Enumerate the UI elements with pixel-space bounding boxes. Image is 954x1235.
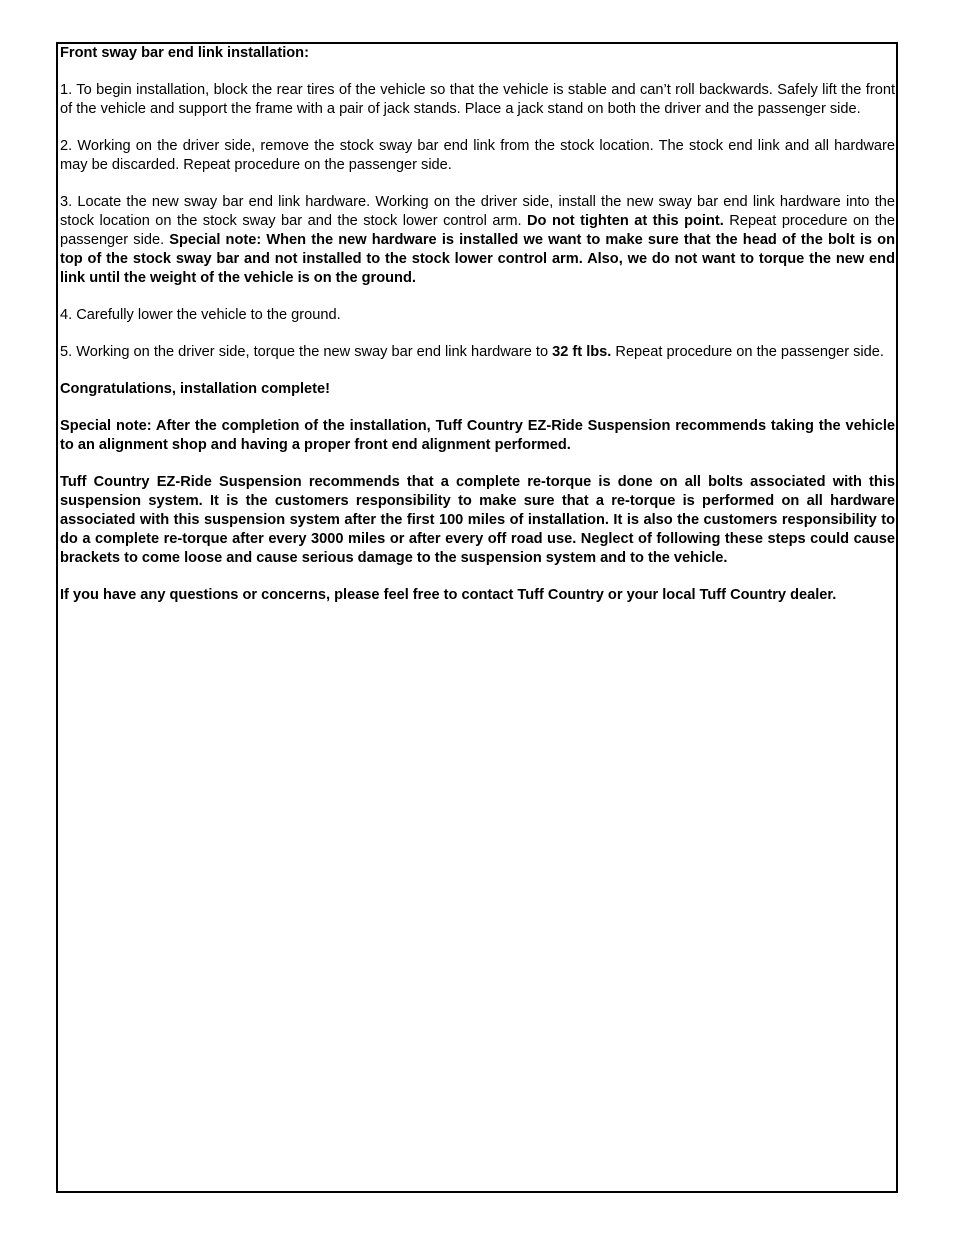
step-3-text-2: Repeat procedure on the passenger side. xyxy=(60,213,896,248)
instruction-frame xyxy=(56,42,898,1193)
step-3-special-note: Special note: When the new hardware is installed we want to make sure that the head of the bolt is on top of the stock sway bar and not installed to the stock lower control arm. Also, we do not want to torque the new end link until the weight of the vehicle is on the ground. xyxy=(60,232,895,286)
step-2: 2. Working on the driver side, remove the stock sway bar end link from the stock location. The stock end link and all hardware may be discarded. Repeat procedure on the passenger side. xyxy=(60,138,895,173)
instruction-content xyxy=(60,44,895,623)
step-3 xyxy=(60,193,895,288)
contact-note: If you have any questions or concerns, please feel free to contact Tuff Country or your local Tuff Country dealer. xyxy=(60,587,837,603)
step-5-text-1: 5. Working on the driver side, torque the new sway bar end link hardware to xyxy=(60,344,553,360)
step-5 xyxy=(60,343,895,362)
step-3-warning: Do not tighten at this point. xyxy=(527,213,724,229)
congratulations-text: Congratulations, installation complete! xyxy=(60,381,331,397)
step-5-torque-value: 32 ft lbs. xyxy=(552,344,612,360)
retorque-note: Tuff Country EZ-Ride Suspension recommends that a complete re-torque is done on all bolts associated with this suspension system. It is the customers responsibility to make sure that a re-torque is performed on all hardware associated with this suspension system after the first 100 miles of installation. It is also the customers responsibility to do a complete re-torque after every 3000 miles or after every off road use. Neglect of following these steps could cause brackets to come loose and cause serious damage to the suspension system and to the vehicle. xyxy=(60,474,895,566)
alignment-note: Special note: After the completion of the installation, Tuff Country EZ-Ride Suspension recommends taking the vehicle to an alignment shop and having a proper front end alignment performed. xyxy=(60,418,895,453)
step-5-text-2: Repeat procedure on the passenger side. xyxy=(611,344,884,360)
section-title: Front sway bar end link installation: xyxy=(60,45,309,61)
step-1: 1. To begin installation, block the rear tires of the vehicle so that the vehicle is stable and can’t roll backwards. Safely lift the front of the vehicle and support the frame with a pair of jack stands. Place a jack stand on both the driver and the passenger side. xyxy=(60,82,895,117)
step-3-text-1: 3. Locate the new sway bar end link hardware. Working on the driver side, install the new sway bar end link hardware into the stock location on the stock sway bar and the stock lower control arm. xyxy=(60,194,895,229)
step-4: 4. Carefully lower the vehicle to the ground. xyxy=(60,307,341,323)
